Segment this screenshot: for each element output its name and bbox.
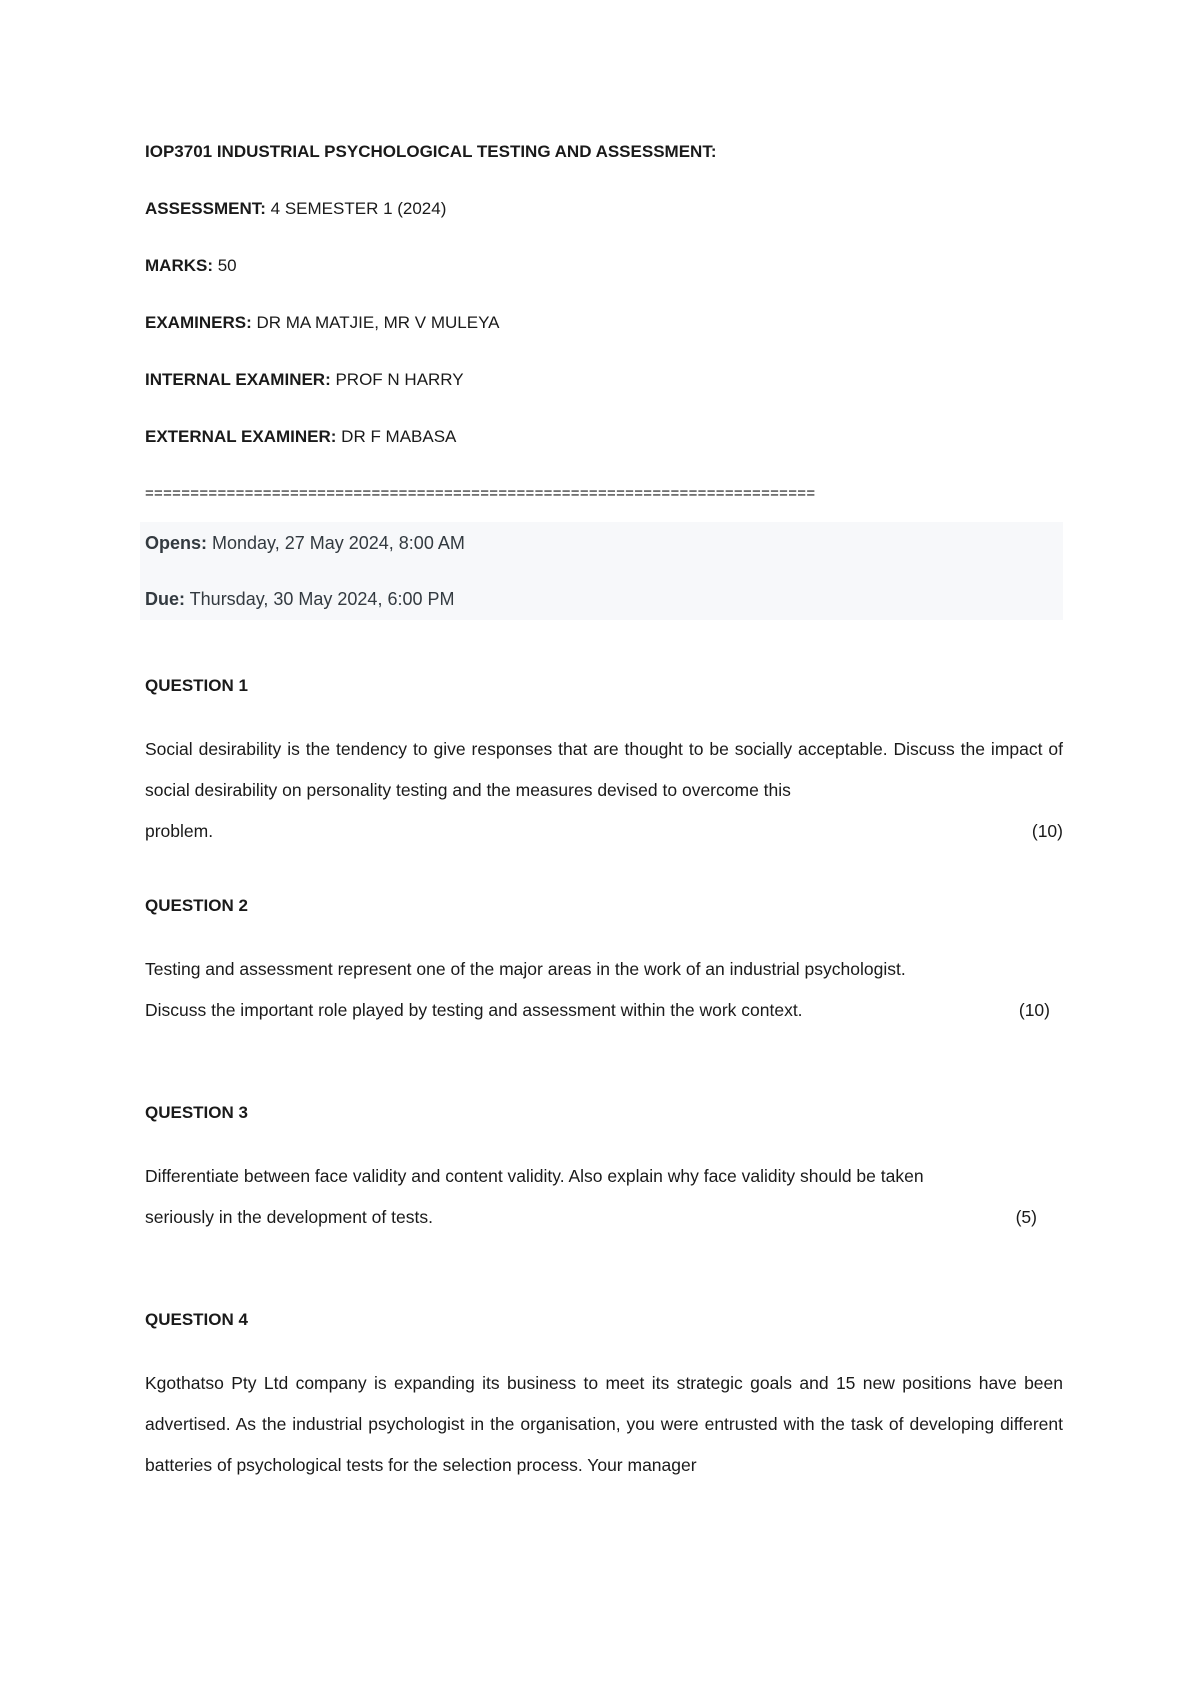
dates-panel: [140, 522, 1063, 620]
assessment-value: 4 SEMESTER 1 (2024): [265, 199, 447, 218]
question-heading: QUESTION 3: [145, 1103, 248, 1122]
opens-line: [145, 530, 1058, 556]
examiners-label: EXAMINERS:: [145, 313, 252, 332]
external-examiner-value: DR F MABASA: [336, 427, 457, 446]
question-text-end: problem.: [145, 821, 214, 841]
question-heading: QUESTION 4: [145, 1310, 248, 1329]
internal-examiner-label: INTERNAL EXAMINER:: [145, 370, 331, 389]
document-title: IOP3701 INDUSTRIAL PSYCHOLOGICAL TESTING AND ASSESSMENT:: [145, 142, 717, 161]
document-content: [145, 140, 1063, 1528]
question-heading: QUESTION 1: [145, 676, 248, 695]
internal-examiner-value: PROF N HARRY: [330, 370, 464, 389]
opens-value: Monday, 27 May 2024, 8:00 AM: [207, 533, 465, 553]
question-text: Social desirability is the tendency to give responses that are thought to be socially acceptable. Discuss the impact of social desirability on personality testing and the measures devised to overcome this: [145, 739, 1063, 800]
assessment-label: ASSESSMENT:: [145, 199, 266, 218]
question-2: [145, 894, 1063, 1031]
question-body: [145, 1363, 1063, 1486]
question-text: Kgothatso Pty Ltd company is expanding its business to meet its strategic goals and 15 new positions have been advertised. As the industrial psychologist in the organisation, you were entrusted with the task of developing different batteries of psychological tests for the selection process. Your manager: [145, 1373, 1063, 1475]
due-label: Due:: [145, 589, 185, 609]
question-3: [145, 1101, 1063, 1238]
external-examiner-label: EXTERNAL EXAMINER:: [145, 427, 337, 446]
divider-line: ==========================================================================: [145, 485, 816, 502]
opens-label: Opens:: [145, 533, 208, 553]
assessment-line: [145, 197, 1063, 221]
examiners-line: [145, 311, 1063, 335]
internal-examiner-line: [145, 368, 1063, 392]
external-examiner-line: [145, 425, 1063, 449]
question-4: [145, 1308, 1063, 1486]
question-marks: (10): [1031, 821, 1063, 841]
question-last-line: [145, 990, 1050, 1031]
question-text: Differentiate between face validity and content validity. Also explain why face validity should be taken: [145, 1166, 924, 1186]
question-last-line: [145, 1197, 1037, 1238]
marks-label: MARKS:: [145, 256, 213, 275]
question-last-line: [145, 811, 1063, 852]
question-marks: (10): [1018, 1000, 1050, 1020]
due-value: Thursday, 30 May 2024, 6:00 PM: [185, 589, 455, 609]
question-body: [145, 949, 1063, 1031]
question-heading: QUESTION 2: [145, 896, 248, 915]
question-text-end: Discuss the important role played by testing and assessment within the work context.: [145, 1000, 803, 1020]
question-body: [145, 729, 1063, 852]
question-body: [145, 1156, 1063, 1238]
marks-line: [145, 254, 1063, 278]
marks-value: 50: [213, 256, 237, 275]
question-1: [145, 674, 1063, 852]
question-marks: (5): [1015, 1207, 1037, 1227]
question-text-end: seriously in the development of tests.: [145, 1207, 433, 1227]
question-text: Testing and assessment represent one of the major areas in the work of an industrial psychologist.: [145, 959, 906, 979]
due-line: [145, 586, 1058, 612]
examiners-value: DR MA MATJIE, MR V MULEYA: [251, 313, 500, 332]
